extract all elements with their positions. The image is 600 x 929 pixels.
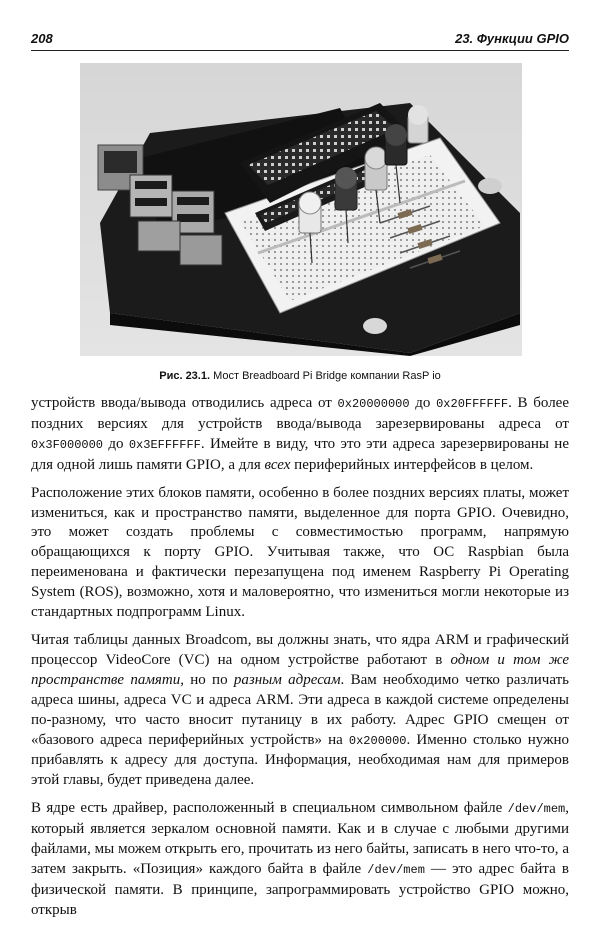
text-run: — это адрес байта в физической памяти. В принципе, запрограммировать устройство GPIO можно, открыв	[31, 860, 569, 918]
emphasis: одном и том же пространстве памяти	[31, 651, 569, 688]
code-path: /dev/mem	[367, 862, 425, 877]
code-address: 0x20000000	[337, 397, 410, 411]
code-address: 0x200000	[348, 733, 407, 748]
chapter-title: 23. Функции GPIO	[455, 31, 569, 46]
paragraph-2: Расположение этих блоков памяти, особенно в более поздних версиях платы, может измениться, как и пространство памяти, выделенное для порта GPIO. Очевидно, это может создать проблемы с совместимостью программ, напрямую обращающихся к порту GPIO. Учитывая также, что ОС Raspbian была переименована и фактически перезапущена под именем Raspberry Pi Operating System (ROS), возможно, хотя и маловероятно, что измениться могли некоторые из стандартных подпрограмм Linux.	[31, 484, 569, 621]
caption-text: Мост Breadboard Pi Bridge компании RasP io	[213, 370, 441, 382]
figure-caption	[0, 370, 600, 382]
breadboard-bridge-photo	[80, 63, 522, 356]
text-run: , но по	[180, 671, 234, 688]
figure-photo	[80, 63, 522, 356]
code-path: /dev/mem	[507, 802, 566, 817]
code-address: 0x3F000000	[31, 437, 104, 452]
text-run: . В более поздних версиях для устройств ввода/вывода зарезервированы адреса от	[31, 395, 569, 432]
paragraph-4	[31, 799, 569, 920]
emphasis: всех	[264, 456, 291, 473]
caption-label: Рис. 23.1.	[159, 370, 211, 382]
text-run: . Вам необходимо четко различать адреса шины, адреса VC и адреса ARM. Эти адреса в каждой системе определены по-разному, что часто вносит путаницу в их работу. Адрес GPIO смещен от «базового адреса периферийных устройств» на	[31, 671, 570, 748]
code-address: 0x20FFFFFF	[436, 397, 509, 411]
text-run: . Именно столько нужно прибавлять к адресу для доступа. Информация, необходимая нам для примеров этой главы, будет приведена далее.	[31, 731, 569, 789]
page-number: 208	[31, 31, 53, 46]
text-run: периферийных интерфейсов в целом.	[290, 456, 534, 473]
paragraph-1	[31, 394, 569, 476]
text-run: , который является зеркалом основной памяти. Как и в случае с любыми другими файлами, мы можем открыть его, прочитать из него байты, записать в него что-то, а затем закрыть. «Позиция» каждого байта в файле	[31, 800, 569, 877]
text-run: В ядре есть драйвер, расположенный в специальном символьном файле	[31, 800, 508, 817]
text-run: до	[103, 435, 129, 452]
text-run: Читая таблицы данных Broadcom, вы должны знать, что ядра ARM и графический процессор VideoCore (VC) на одном устройстве работают в	[31, 631, 569, 668]
text-run: . Имейте в виду, что это эти адреса зарезервированы не для одной лишь памяти GPIO, а для	[31, 435, 569, 473]
page-header	[31, 28, 569, 51]
code-address: 0x3EFFFFFF	[128, 437, 201, 452]
text-run: до	[409, 395, 437, 411]
emphasis: разным адресам	[233, 671, 341, 688]
body-text	[31, 394, 569, 929]
text-run: устройств ввода/вывода отводились адреса от	[31, 395, 338, 411]
paragraph-3	[31, 631, 569, 791]
